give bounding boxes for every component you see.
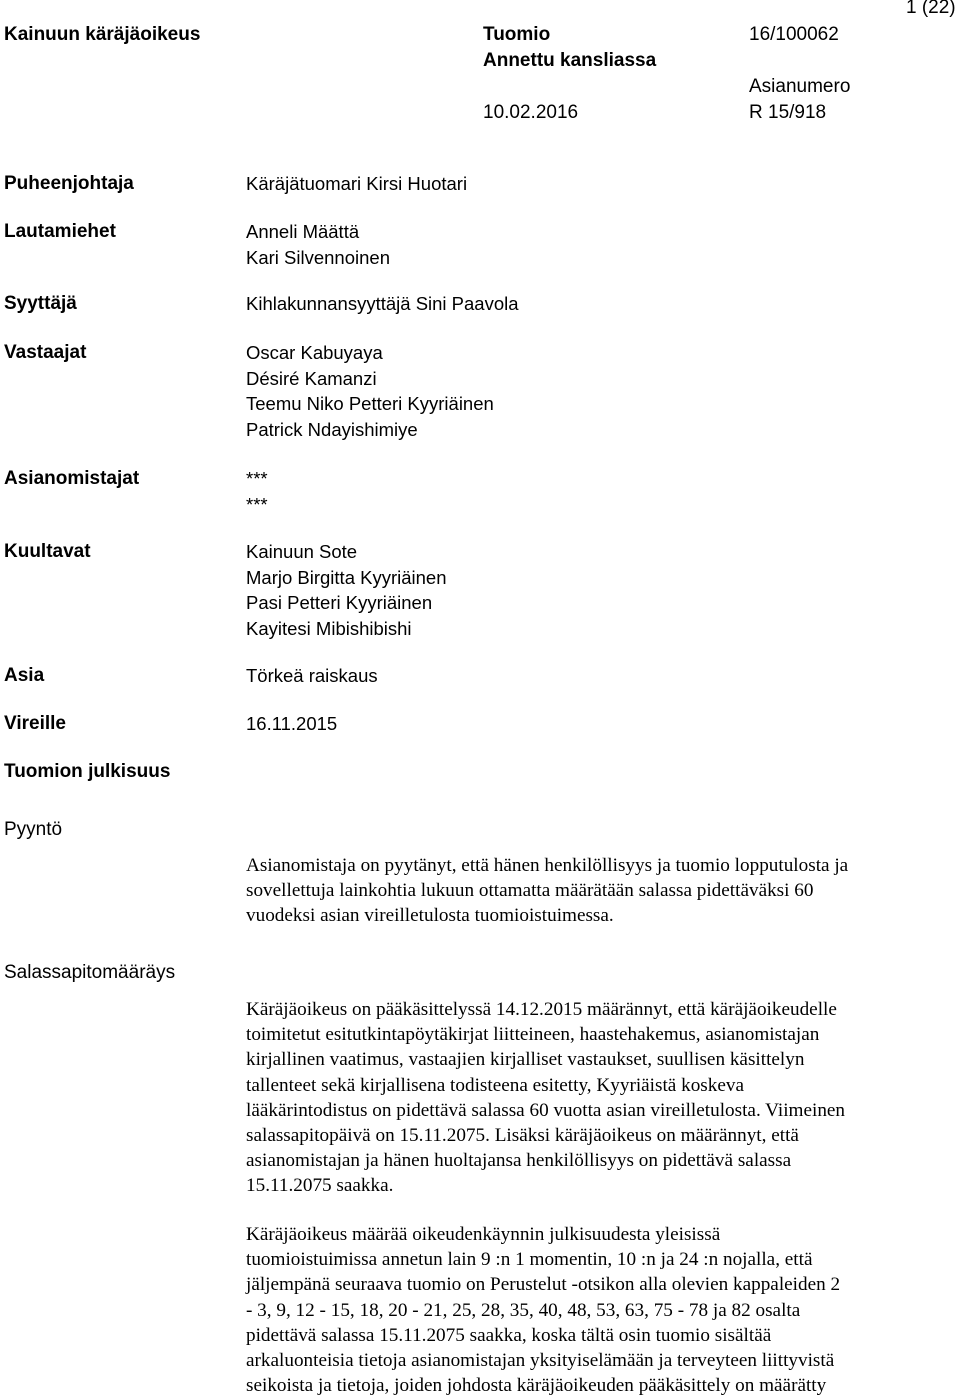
paragraph-line: 15.11.2075 saakka. xyxy=(246,1175,394,1197)
paragraph-line: arkaluonteisia tietoja asianomistajan yksityiselämään ja terveyteen liittyvistä xyxy=(246,1350,835,1372)
paragraph-line: salassapitopäivä on 15.11.2075. Lisäksi käräjäoikeus on määrännyt, että xyxy=(246,1125,799,1147)
paragraph-line: tallenteet sekä kirjallisena todisteena esitetty, Kyyriäistä koskeva xyxy=(246,1074,744,1096)
chair-name: Käräjätuomari Kirsi Huotari xyxy=(246,173,468,194)
secrecy-paragraph-1 xyxy=(246,997,958,1199)
paragraph-line: tuomioistuimissa annetun lain 9 :n 1 momentin, 10 :n ja 24 :n nojalla, että xyxy=(246,1249,813,1271)
heard-values xyxy=(246,539,447,641)
matter-label: Asia xyxy=(4,665,45,686)
paragraph-line: sovellettuja lainkohtia lukuun ottamatta määrätään salassa pidettäväksi 60 xyxy=(246,880,814,902)
paragraph-line: vuodeksi asian vireilletulosta tuomioistuimessa. xyxy=(246,905,614,927)
paragraph-line: asianomistajan ja hänen huoltajansa henkilöllisyys on pidettävä salassa xyxy=(246,1150,792,1172)
document-number: 16/100062 xyxy=(749,24,839,45)
request-paragraph xyxy=(246,853,958,929)
paragraph-line: jäljempänä seuraava tuomio on Perustelut -otsikon alla olevien kappaleiden 2 xyxy=(246,1274,841,1296)
case-number: R 15/918 xyxy=(749,102,827,123)
lay-judge-name: Anneli Määttä xyxy=(246,221,360,242)
lay-judges-values xyxy=(246,219,390,270)
defendants-label: Vastaajat xyxy=(4,342,87,363)
delivered-label: Annettu kansliassa xyxy=(483,50,657,71)
defendant-name: Teemu Niko Petteri Kyyriäinen xyxy=(246,393,494,414)
delivered-date: 10.02.2016 xyxy=(483,102,579,123)
chair-values xyxy=(246,171,467,197)
plaintiff-name: *** xyxy=(246,493,268,515)
heard-party: Kainuun Sote xyxy=(246,541,358,562)
paragraph-line: toimitetut esitutkintapöytäkirjat liitteineen, haastehakemus, asianomistajan xyxy=(246,1024,820,1046)
prosecutor-name: Kihlakunnansyyttäjä Sini Paavola xyxy=(246,293,519,314)
paragraph-line: seikoista ja tietoja, joiden johdosta käräjäoikeuden pääkäsittely on määrätty xyxy=(246,1375,827,1397)
court-name: Kainuun käräjäoikeus xyxy=(4,24,201,45)
paragraph-line: Asianomistaja on pyytänyt, että hänen henkilöllisyys ja tuomio lopputulosta ja xyxy=(246,855,849,876)
paragraph-line: Käräjäoikeus on pääkäsittelyssä 14.12.2015 määrännyt, että käräjäoikeudelle xyxy=(246,999,837,1020)
defendants-values xyxy=(246,340,494,442)
defendant-name: Oscar Kabuyaya xyxy=(246,342,383,363)
pending-date: 16.11.2015 xyxy=(246,713,338,734)
pending-label: Vireille xyxy=(4,713,66,734)
matter-name: Törkeä raiskaus xyxy=(246,665,378,686)
plaintiffs-values xyxy=(246,466,268,517)
matter-values xyxy=(246,663,378,689)
defendant-name: Patrick Ndayishimiye xyxy=(246,418,418,440)
page-indicator: 1 (22) xyxy=(906,0,956,18)
defendant-name: Désiré Kamanzi xyxy=(246,367,377,389)
heard-party: Kayitesi Mibishibishi xyxy=(246,617,412,639)
paragraph-line: pidettävä salassa 15.11.2075 saakka, koska tältä osin tuomio sisältää xyxy=(246,1324,772,1346)
heard-party: Pasi Petteri Kyyriäinen xyxy=(246,592,433,613)
document-type: Tuomio xyxy=(483,24,551,45)
secrecy-order-label: Salassapitomääräys xyxy=(4,962,176,983)
chair-label: Puheenjohtaja xyxy=(4,173,134,194)
paragraph-line: Käräjäoikeus määrää oikeudenkäynnin julkisuudesta yleisissä xyxy=(246,1224,721,1245)
plaintiff-name: *** xyxy=(246,468,268,489)
lay-judge-name: Kari Silvennoinen xyxy=(246,246,390,268)
paragraph-line: lääkärintodistus on pidettävä salassa 60 vuotta asian vireilletulosta. Viimeinen xyxy=(246,1099,846,1121)
lay-judges-label: Lautamiehet xyxy=(4,221,116,242)
heard-party: Marjo Birgitta Kyyriäinen xyxy=(246,566,447,588)
prosecutor-label: Syyttäjä xyxy=(4,293,77,314)
request-label: Pyyntö xyxy=(4,819,63,840)
case-number-label: Asianumero xyxy=(749,76,851,97)
prosecutor-values xyxy=(246,291,519,317)
secrecy-paragraph-2 xyxy=(246,1222,958,1398)
publicity-heading: Tuomion julkisuus xyxy=(4,761,171,782)
paragraph-line: kirjallinen vaatimus, vastaajien kirjalliset vastaukset, suullisen käsittelyn xyxy=(246,1049,805,1071)
plaintiffs-label: Asianomistajat xyxy=(4,468,140,489)
paragraph-line: - 3, 9, 12 - 15, 18, 20 - 21, 25, 28, 35, 40, 48, 53, 63, 75 - 78 ja 82 osalta xyxy=(246,1299,801,1321)
heard-label: Kuultavat xyxy=(4,541,91,562)
